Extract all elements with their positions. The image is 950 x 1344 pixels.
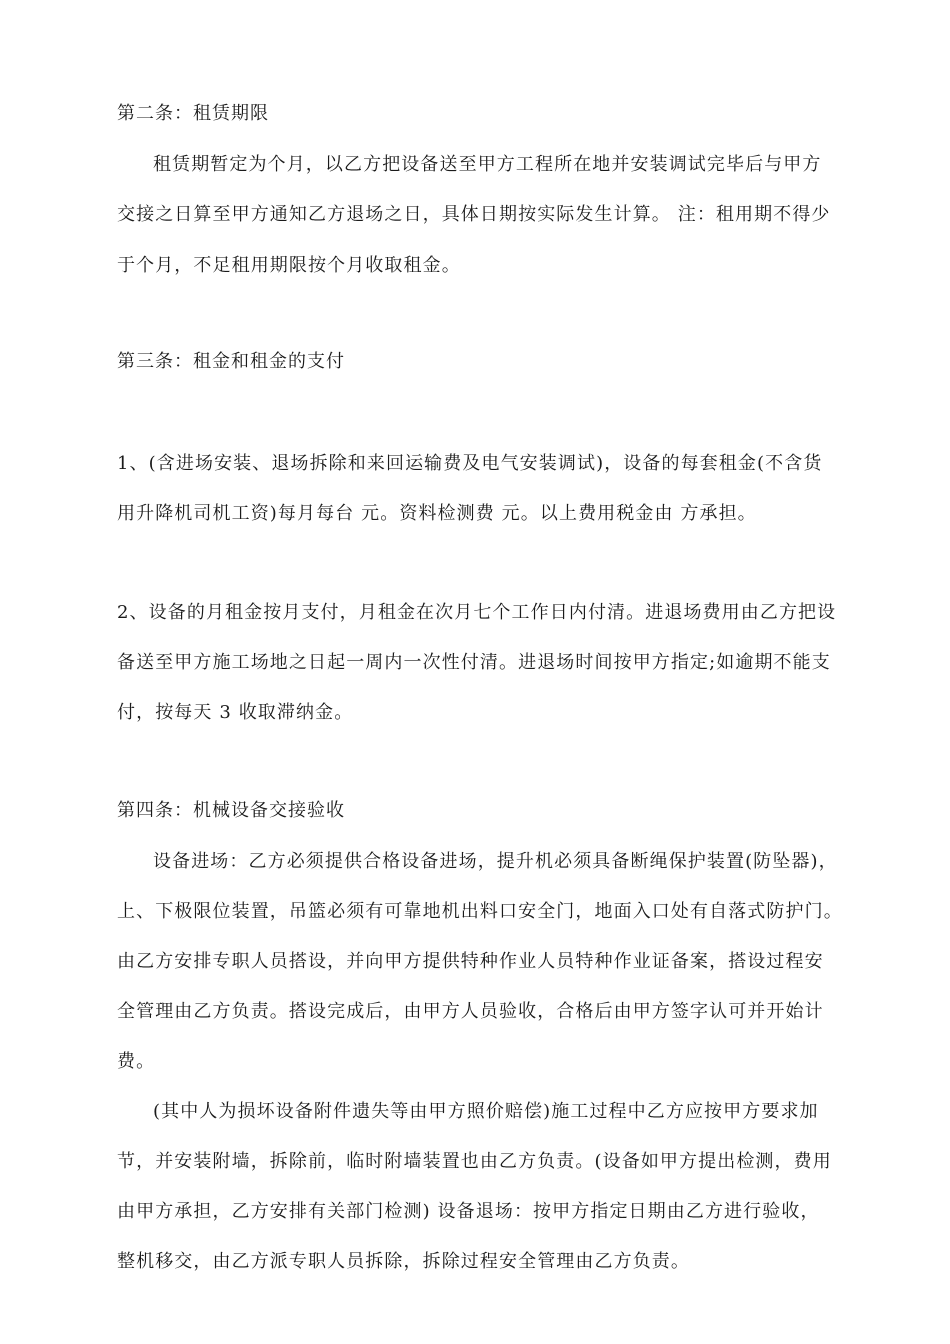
article3-item2-line: 备送至甲方施工场地之日起一周内一次性付清。进退场时间按甲方指定;如逾期不能支	[117, 652, 831, 673]
article2-heading: 第二条：租赁期限	[117, 103, 269, 124]
article3-heading: 第三条：租金和租金的支付	[117, 351, 345, 372]
article3-item2-line: 2、设备的月租金按月支付，月租金在次月七个工作日内付清。进退场费用由乙方把设	[117, 602, 837, 623]
article4-paragraph1-line: 全管理由乙方负责。搭设完成后，由甲方人员验收，合格后由甲方签字认可并开始计	[117, 1001, 824, 1022]
article3-item1-line: 用升降机司机工资)每月每台 元。资料检测费 元。以上费用税金由 方承担。	[117, 503, 757, 524]
article3-item1-line: 1、(含进场安装、退场拆除和来回运输费及电气安装调试)，设备的每套租金(不含货	[117, 453, 823, 474]
article4-paragraph2-line: 节，并安装附墙，拆除前，临时附墙装置也由乙方负责。(设备如甲方提出检测，费用	[117, 1151, 832, 1172]
article3-item2-line: 付，按每天 3 收取滞纳金。	[117, 702, 354, 723]
article4-paragraph1-line: 由乙方安排专职人员搭设，并向甲方提供特种作业人员特种作业证备案，搭设过程安	[117, 951, 824, 972]
article4-paragraph1-line: 上、下极限位装置，吊篮必须有可靠地机出料口安全门，地面入口处有自落式防护门。	[117, 901, 843, 922]
article4-heading: 第四条：机械设备交接验收	[117, 800, 345, 821]
article2-paragraph-line: 于个月，不足租用期限按个月收取租金。	[117, 255, 461, 276]
article4-paragraph1-line: 设备进场：乙方必须提供合格设备进场，提升机必须具备断绳保护装置(防坠器)，	[153, 851, 838, 872]
article2-paragraph-line: 交接之日算至甲方通知乙方退场之日，具体日期按实际发生计算。 注：租用期不得少	[117, 204, 831, 225]
article4-paragraph2-line: 整机移交，由乙方派专职人员拆除，拆除过程安全管理由乙方负责。	[117, 1251, 690, 1272]
article2-paragraph-line: 租赁期暂定为个月，以乙方把设备送至甲方工程所在地并安装调试完毕后与甲方	[153, 154, 822, 175]
article4-paragraph1-line: 费。	[117, 1051, 156, 1072]
article4-paragraph2-line: (其中人为损坏设备附件遗失等由甲方照价赔偿)施工过程中乙方应按甲方要求加	[153, 1101, 819, 1122]
article4-paragraph2-line: 由甲方承担，乙方安排有关部门检测) 设备退场：按甲方指定日期由乙方进行验收，	[117, 1201, 820, 1222]
